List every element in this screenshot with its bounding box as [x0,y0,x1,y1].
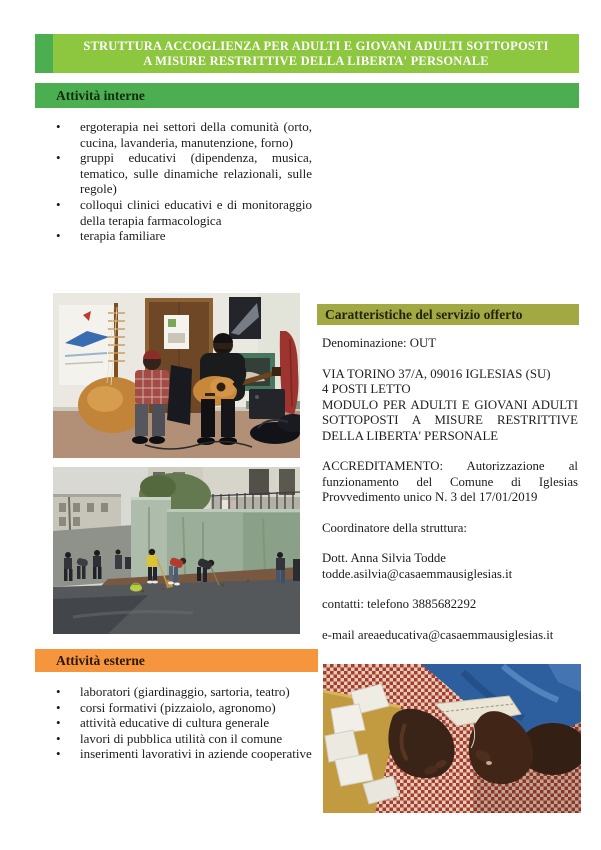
list-item [56,228,312,244]
list-item-text: terapia familiare [80,228,166,244]
section-header-label: Attività esterne [56,652,145,668]
bullet-icon: • [56,746,61,762]
photo-musicians [53,293,300,458]
section-header-label: Attività interne [56,87,145,103]
list-item [56,731,316,747]
photo-sewing-hands [323,664,581,813]
modulo-line: MODULO PER ADULTI E GIOVANI ADULTI SOTTOPOSTI A MISURE RESTRITTIVE DELLA LIBERTA' PERSONALE [322,397,578,443]
section-header-label: Caratteristiche del servizio offerto [325,306,523,322]
title-banner [35,34,579,73]
section-header-caratteristiche [317,304,579,325]
list-item [56,119,312,150]
bullet-icon: • [56,119,61,134]
address-block [322,367,578,445]
bullet-icon: • [56,228,61,244]
yellow-vest [147,555,157,567]
list-item [56,700,316,716]
beds-line: 4 POSTI LETTO [322,382,411,396]
section-header-attivita-esterne [35,649,318,672]
section-header-attivita-interne [35,83,579,108]
service-details [322,336,578,658]
coordinator-label: Coordinatore della struttura: [322,520,467,535]
bullet-icon: • [56,150,61,166]
list-item [56,197,312,228]
bullet-icon: • [56,730,61,746]
photo-street-cleaning [53,467,300,634]
list-item-text: attività educative di cultura generale [80,715,270,731]
denominazione-line: Denominazione: OUT [322,336,437,350]
banner-accent-square [35,34,53,73]
bullet-icon: • [56,699,61,715]
bullet-icon: • [56,196,61,212]
internal-activities-list [56,119,312,244]
list-item-text: corsi formativi (pizzaiolo, agronomo) [80,699,276,715]
list-item [56,715,316,731]
list-item [56,150,312,197]
list-item-text: colloqui clinici educativi e di monitoraggio della terapia farmacologica [80,196,312,228]
list-item-text: ergoterapia nei settori della comunità (orto, cucina, lavanderia, manutenzione, forno) [80,119,312,150]
bullet-icon: • [56,684,61,699]
instrument-case [167,365,192,425]
coordinator-name: Dott. Anna Silvia Todde [322,551,446,565]
list-item [56,746,316,762]
list-item-text: lavori di pubblica utilità con il comune [80,730,283,746]
coordinator-email: todde.asilvia@casaemmausiglesias.it [322,566,513,581]
list-item-text: inserimenti lavorativi in aziende cooperative [80,746,312,762]
external-activities-list [56,684,316,762]
list-item-text: laboratori (giardinaggio, sartoria, teatro) [80,684,290,699]
contact-phone-line: contatti: telefono 3885682292 [322,597,477,611]
bullet-icon: • [56,715,61,731]
accreditamento-line: ACCREDITAMENTO: Autorizzazione al funzionamento del Comune di Iglesias Provvedimento unico N. 3 del 17/01/2019 [322,459,578,504]
list-item-text: gruppi educativi (dipendenza, musica, tematico, sulle dinamiche relazionali, sulle regole) [80,150,312,197]
contact-email-line: e-mail areaeducativa@casaemmausiglesias.it [322,627,554,642]
asphalt-road [53,579,300,634]
coordinator-block [322,551,578,582]
page-title: STRUTTURA ACCOGLIENZA PER ADULTI E GIOVANI ADULTI SOTTOPOSTI A MISURE RESTRITTIVE DELLA LIBERTA' PERSONALE [83,38,549,68]
fingernail [486,761,492,765]
list-item [56,684,316,700]
address-line: VIA TORINO 37/A, 09016 IGLESIAS (SU) [322,366,551,381]
